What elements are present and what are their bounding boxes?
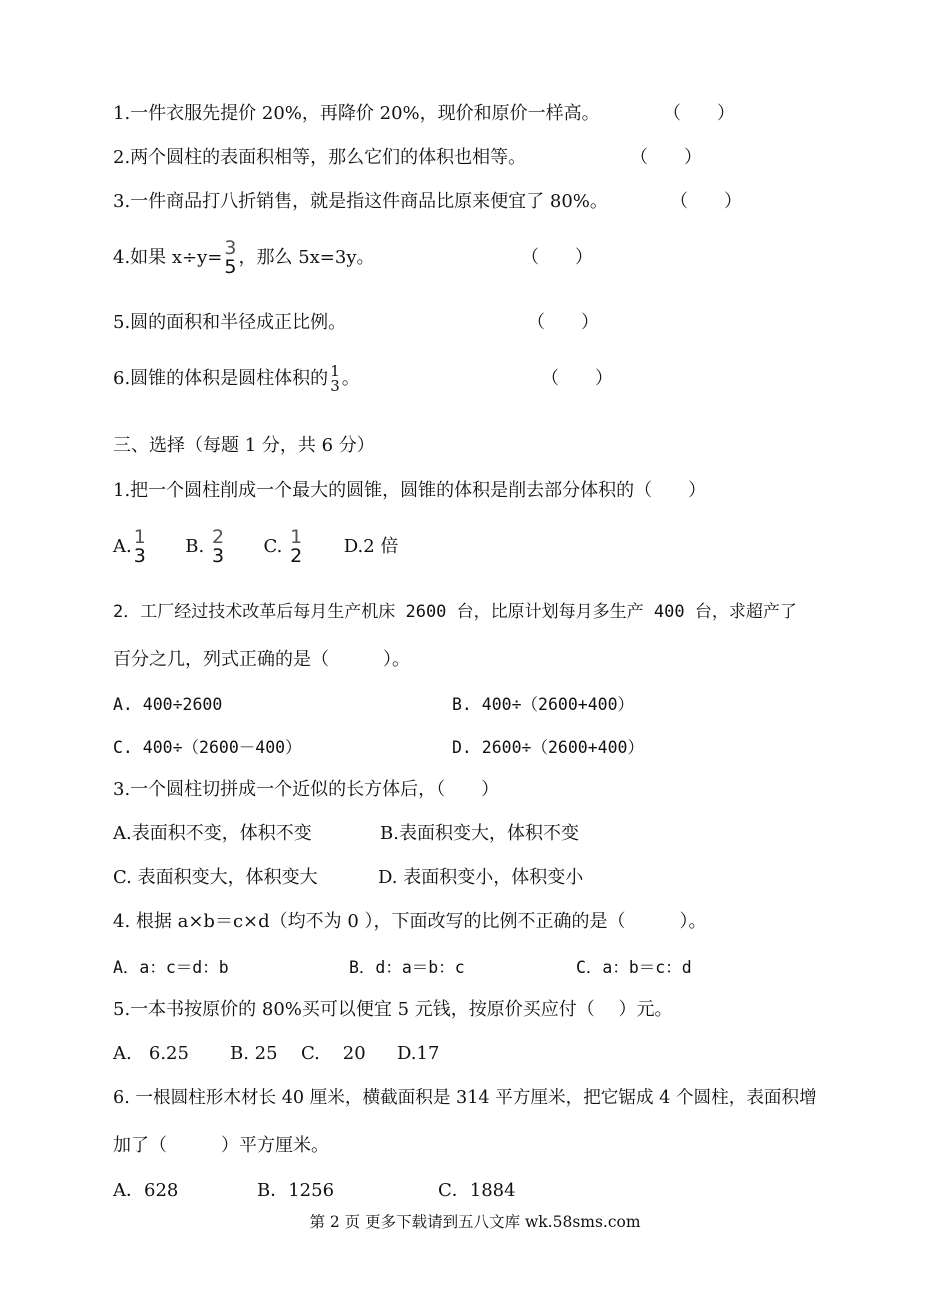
judge-q3-blank: （ ） xyxy=(670,191,742,212)
judge-q5-blank: （ ） xyxy=(527,312,599,333)
judge-q1-text: 1.一件衣服先提价 20%，再降价 20%，现价和原价一样高。 xyxy=(113,103,600,124)
choice-q5-option-b: B. 25 xyxy=(230,1043,278,1064)
fraction-denominator: 3 xyxy=(330,377,340,395)
option-a-label: A. xyxy=(113,536,132,557)
fraction-denominator: 3 xyxy=(211,545,225,567)
choice-q2-line1: 2．工厂经过技术改革后每月生产机床 2600 台，比原计划每月多生产 400 台，求超产了 xyxy=(113,602,797,622)
fraction-numerator: 3 xyxy=(224,237,237,259)
choice-q3-option-a: A.表面积不变，体积不变 xyxy=(113,823,312,844)
judge-q2-text: 2.两个圆柱的表面积相等，那么它们的体积也相等。 xyxy=(113,147,527,168)
judge-q4-prefix: 4.如果 x÷y= xyxy=(113,247,223,268)
judge-q5 xyxy=(113,311,599,335)
judge-q6-blank: （ ） xyxy=(541,368,613,389)
choice-q1-options xyxy=(113,524,398,570)
judge-q4-fraction xyxy=(223,239,237,277)
option-a xyxy=(113,526,148,567)
option-a-fraction xyxy=(133,528,147,566)
judge-q6-prefix: 6.圆锥的体积是圆柱体积的 xyxy=(113,368,329,389)
choice-q4-option-a: A．a：c＝d：b xyxy=(113,958,229,977)
choice-q3-option-d: D. 表面积变小，体积变小 xyxy=(378,867,584,888)
option-b-fraction xyxy=(211,528,225,566)
option-d: D.2 倍 xyxy=(343,536,399,557)
choice-q5-option-d: D.17 xyxy=(397,1043,440,1064)
fraction-numerator: 1 xyxy=(330,362,340,380)
judge-q6-suffix: 。 xyxy=(341,368,360,389)
option-b xyxy=(185,526,226,567)
fraction-denominator: 2 xyxy=(290,545,303,567)
fraction-numerator: 1 xyxy=(290,526,303,548)
choice-q3-option-c: C. 表面积变大，体积变大 xyxy=(113,867,318,888)
choice-q3-option-b: B.表面积变大，体积不变 xyxy=(380,823,579,844)
option-b-label: B. xyxy=(185,536,205,557)
judge-q5-text: 5.圆的面积和半径成正比例。 xyxy=(113,312,347,333)
judge-q4 xyxy=(113,236,593,280)
fraction-numerator: 2 xyxy=(211,526,225,548)
option-c xyxy=(263,526,305,567)
choice-q5: 5.一本书按原价的 80%买可以便宜 5 元钱，按原价买应付（ ）元。 xyxy=(113,999,673,1020)
choice-q4-option-c: C．a：b＝c：d xyxy=(576,958,692,977)
choice-q2-option-d: D. 2600÷（2600+400） xyxy=(452,738,644,757)
choice-q2-option-c: C. 400÷（2600－400） xyxy=(113,738,302,757)
choice-q2-line2: 百分之几，列式正确的是（ ）。 xyxy=(113,649,410,670)
choice-q5-option-c: C. 20 xyxy=(301,1043,366,1064)
page-footer: 第 2 页 更多下载请到五八文库 wk.58sms.com xyxy=(309,1213,641,1231)
choice-q6-option-a: A．628 xyxy=(113,1180,179,1201)
option-c-fraction xyxy=(289,528,303,566)
choice-q6-line2: 加了（ ）平方厘米。 xyxy=(113,1135,329,1156)
choice-q5-option-a: A. 6.25 xyxy=(113,1043,189,1064)
judge-q1-blank: （ ） xyxy=(663,103,735,124)
fraction-numerator: 1 xyxy=(133,526,146,548)
judge-q6-fraction xyxy=(329,364,341,394)
choice-q6-option-c: C．1884 xyxy=(438,1180,516,1201)
judge-q3 xyxy=(113,190,742,214)
choice-q2-option-b: B. 400÷（2600+400） xyxy=(452,695,635,714)
judge-q2-blank: （ ） xyxy=(630,147,702,168)
fraction-denominator: 5 xyxy=(224,256,237,278)
section-title: 三、选择（每题 1 分，共 6 分） xyxy=(113,435,375,456)
judge-q4-suffix: ，那么 5x=3y。 xyxy=(238,247,375,268)
choice-q1: 1.把一个圆柱削成一个最大的圆锥，圆锥的体积是削去部分体积的（ ） xyxy=(113,480,707,501)
judge-q1 xyxy=(113,102,735,126)
judge-q2 xyxy=(113,146,702,170)
choice-q2-option-a: A. 400÷2600 xyxy=(113,695,223,714)
option-c-label: C. xyxy=(263,536,283,557)
choice-q3: 3.一个圆柱切拼成一个近似的长方体后，（ ） xyxy=(113,779,500,800)
judge-q4-blank: （ ） xyxy=(521,247,593,268)
judge-q6 xyxy=(113,357,613,401)
judge-q3-text: 3.一件商品打八折销售，就是指这件商品比原来便宜了 80%。 xyxy=(113,191,608,212)
choice-q4-option-b: B．d：a＝b：c xyxy=(349,958,465,977)
choice-q4: 4. 根据 a×b＝c×d（均不为 0 ），下面改写的比例不正确的是（ ）。 xyxy=(113,911,707,932)
choice-q6-option-b: B．1256 xyxy=(257,1180,335,1201)
choice-q6-line1: 6. 一根圆柱形木材长 40 厘米，横截面积是 314 平方厘米，把它锯成 4 个圆柱，表面积增 xyxy=(113,1088,817,1108)
fraction-denominator: 3 xyxy=(133,545,146,567)
